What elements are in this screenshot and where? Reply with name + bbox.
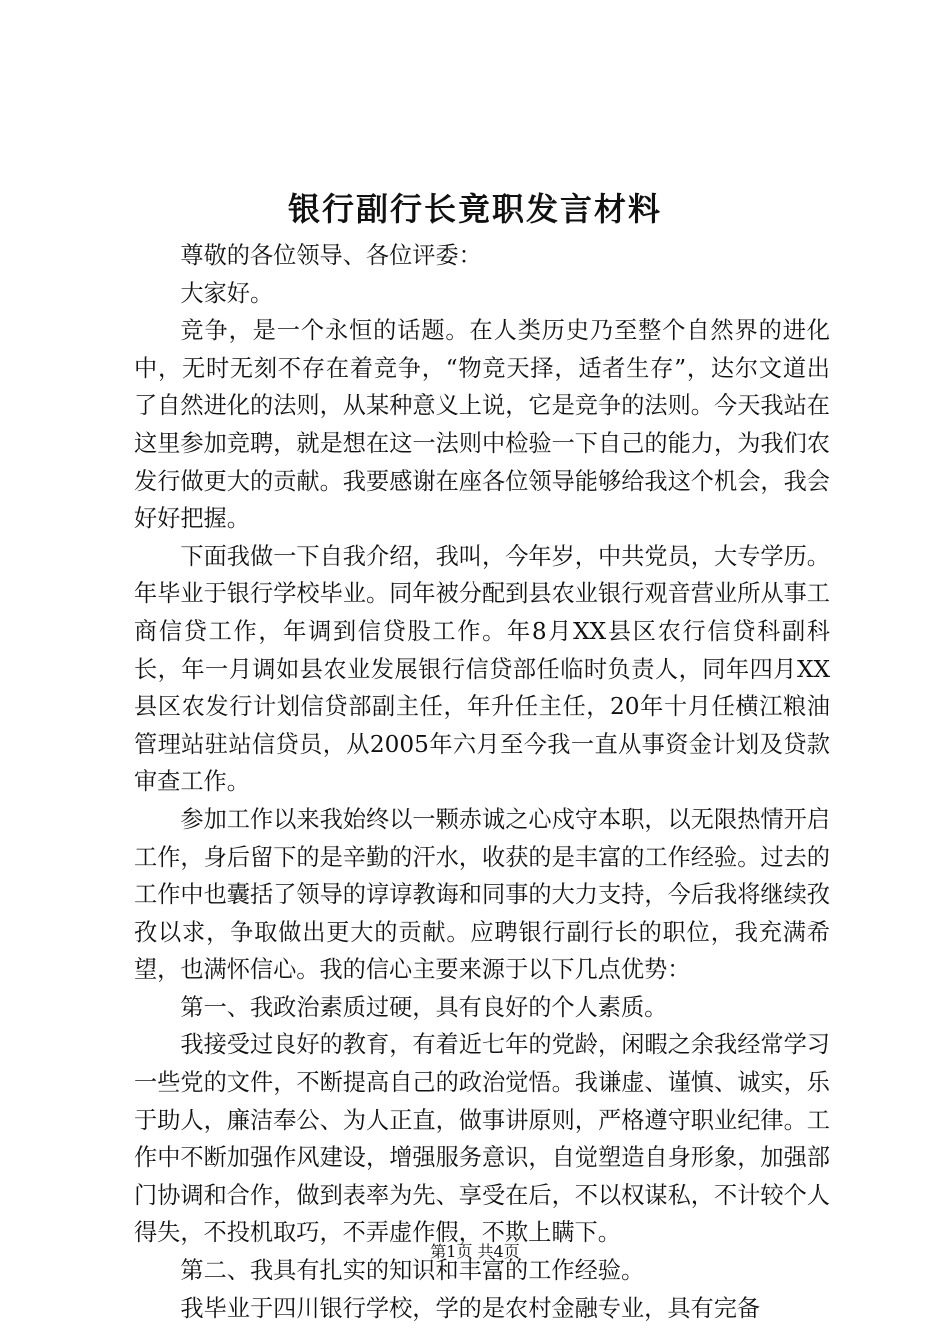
salutation: 尊敬的各位领导、各位评委： xyxy=(180,242,482,269)
paragraph: 参加工作以来我始终以一颗赤诚之心戍守本职，以无限热情开启工作，身后留下的是辛勤的汗水，收获的是丰富的工作经验。过去的工作中也囊括了领导的谆谆教诲和同事的大力支持，今后我将继续孜孜以求，争取做出更大的贡献。应聘银行副行长的职位，我充满希望，也满怀信心。我的信心主要来源于以下几点优势： xyxy=(134,805,830,984)
paragraph: 下面我做一下自我介绍，我叫，今年岁，中共党员，大专学历。年毕业于银行学校毕业。同年被分配到县农业银行观音营业所从事工商信贷工作，年调到信贷股工作。年8月XX县区农行信贷科副科长，年一月调如县农业发展银行信贷部任临时负责人，同年四月XX县区农发行计划信贷部副主任，年升任主任，20年十月任横江粮油管理站驻站信贷员，从2005年六月至今我一直从事资金计划及贷款审查工作。 xyxy=(134,542,830,796)
greeting: 大家好。 xyxy=(180,279,274,307)
section-heading: 第二、我具有扎实的知识和丰富的工作经验。 xyxy=(180,1257,645,1285)
paragraph: 竞争，是一个永恒的话题。在人类历史乃至整个自然界的进化中，无时无刻不存在着竞争，“物竞天择，适者生存”，达尔文道出了自然进化的法则，从某种意义上说，它是竞争的法则。今天我站在这里参加竞聘，就是想在这一法则中检验一下自己的能力，为我们农发行做更大的贡献。我要感谢在座各位领导能够给我这个机会，我会好好把握。 xyxy=(134,317,830,533)
document-title: 银行副行长竟职发言材料 xyxy=(287,190,662,228)
page-number: 第1页 共4页 xyxy=(430,1242,520,1261)
section-heading: 第一、我政治素质过硬，具有良好的个人素质。 xyxy=(180,993,668,1021)
paragraph: 我毕业于四川银行学校，学的是农村金融专业，具有完备 xyxy=(180,1294,761,1322)
document-body xyxy=(134,237,830,1327)
paragraph: 我接受过良好的教育，有着近七年的党龄，闲暇之余我经常学习一些党的文件，不断提高自己的政治觉悟。我谦虚、谨慎、诚实，乐于助人，廉洁奉公、为人正直，做事讲原则，严格遵守职业纪律。工作中不断加强作风建设，增强服务意识，自觉塑造自身形象，加强部门协调和合作，做到表率为先、享受在后，不以权谋私，不计较个人得失，不投机取巧，不弄虚作假，不欺上瞒下。 xyxy=(134,1031,830,1247)
